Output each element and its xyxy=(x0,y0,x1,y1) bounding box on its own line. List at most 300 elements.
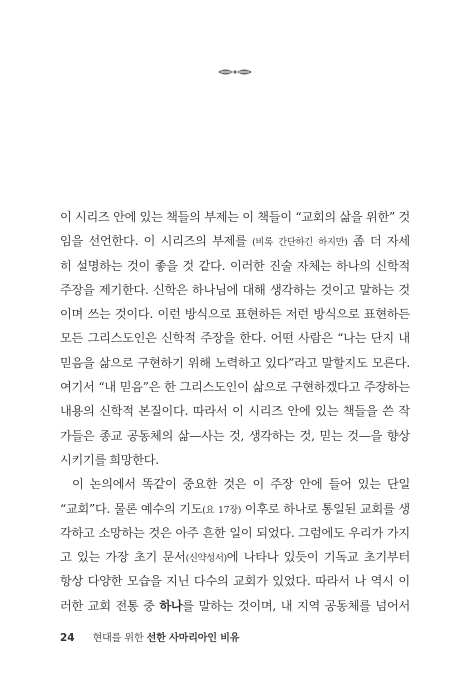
text-word xyxy=(99,278,149,302)
text-run: 를 xyxy=(182,598,194,613)
text-word xyxy=(193,399,228,423)
text-word xyxy=(370,229,382,253)
text-run: 생각하는 xyxy=(269,282,317,297)
text-run: 통일된 xyxy=(321,501,357,516)
text-run: 아주 xyxy=(175,525,199,540)
text-run: 물론 xyxy=(113,501,138,516)
text-word xyxy=(199,254,226,278)
text-word xyxy=(235,302,281,326)
text-run: 단일 xyxy=(386,477,410,492)
text-word xyxy=(204,205,239,229)
text-run: 있었다. xyxy=(272,574,311,589)
text-line xyxy=(60,375,410,399)
text-run: 표현하든 xyxy=(235,307,282,322)
text-run: 좀 xyxy=(352,234,365,249)
text-run: 것은 xyxy=(148,525,172,540)
text-run: 항상 xyxy=(60,574,84,589)
text-run: 이 xyxy=(143,234,156,249)
text-run: “내 xyxy=(98,380,116,395)
text-run: 주장하는 xyxy=(363,380,410,395)
body-text xyxy=(60,205,410,618)
text-run: 구현하겠다고 xyxy=(290,380,361,395)
text-word xyxy=(257,205,292,229)
text-word xyxy=(284,545,319,569)
text-run: 그리스도인은 xyxy=(87,331,157,346)
text-word xyxy=(88,569,123,593)
text-run: 모든 xyxy=(60,331,84,346)
text-run: (비록 xyxy=(252,237,273,249)
text-word xyxy=(178,424,225,448)
text-word xyxy=(141,497,176,521)
text-run: 방식으로 xyxy=(184,307,231,322)
text-word xyxy=(315,569,350,593)
text-word xyxy=(347,424,382,448)
text-word xyxy=(297,254,332,278)
text-run: 본질이다. xyxy=(138,404,189,419)
text-word xyxy=(90,472,136,496)
text-word xyxy=(281,594,293,618)
text-word xyxy=(265,351,317,375)
text-word xyxy=(286,302,309,326)
text-run: 진술 xyxy=(269,258,293,273)
text-word xyxy=(183,472,218,496)
text-word xyxy=(179,497,214,521)
text-word xyxy=(199,594,234,618)
text-run: 선언한다. xyxy=(88,234,139,249)
text-word xyxy=(339,205,362,229)
text-word xyxy=(398,205,410,229)
text-word xyxy=(138,399,188,423)
text-run: “교회”다. xyxy=(60,501,111,516)
text-word xyxy=(88,326,157,350)
text-run: 구현하기 xyxy=(137,355,184,370)
text-word xyxy=(99,424,122,448)
text-word xyxy=(336,254,371,278)
text-word xyxy=(200,326,235,350)
text-word xyxy=(60,399,95,423)
text-run: 논의에서 xyxy=(89,477,136,492)
page-footer xyxy=(60,629,239,644)
text-run: 어떤 xyxy=(270,331,294,346)
text-run: 이 xyxy=(242,210,254,224)
text-run: 지닌 xyxy=(166,574,190,589)
text-run: 있듯이 xyxy=(283,550,319,565)
text-word xyxy=(229,424,244,448)
text-run: 한다. xyxy=(239,331,267,346)
text-run: 하나님에 xyxy=(192,282,239,297)
paragraph-1 xyxy=(60,205,410,472)
text-run: 것이며, xyxy=(237,598,277,613)
text-word xyxy=(60,521,95,545)
running-title-plain: 현대를 위한 xyxy=(92,633,147,644)
text-word xyxy=(60,497,110,521)
text-word xyxy=(127,254,150,278)
text-run: 중요한 xyxy=(182,477,218,492)
text-run: 에 xyxy=(226,550,239,565)
text-word xyxy=(398,278,410,302)
text-word xyxy=(359,278,394,302)
text-line xyxy=(60,594,410,618)
text-run: 흔한 xyxy=(202,525,226,540)
text-word xyxy=(106,545,129,569)
text-run: 말하는 xyxy=(198,598,234,613)
text-run: 17장) xyxy=(218,504,242,516)
text-word xyxy=(60,205,72,229)
text-run: 시리즈 xyxy=(248,404,283,419)
text-word xyxy=(157,302,180,326)
text-run: 나타나 xyxy=(243,550,279,565)
text-run: 저런 xyxy=(285,307,309,322)
text-word xyxy=(192,278,238,302)
text-word xyxy=(161,326,196,350)
text-word xyxy=(88,229,138,253)
text-word xyxy=(387,521,410,545)
text-word xyxy=(298,521,344,545)
text-word xyxy=(398,326,410,350)
text-word xyxy=(60,594,83,618)
text-run: 것, xyxy=(299,428,315,443)
text-word xyxy=(337,326,366,350)
text-run: 안에 xyxy=(287,404,311,419)
text-word xyxy=(75,205,110,229)
text-run: 내 xyxy=(398,331,410,346)
text-run: 주장 xyxy=(270,477,294,492)
text-word xyxy=(248,399,283,423)
text-word xyxy=(142,472,177,496)
text-word xyxy=(320,278,355,302)
text-run: 믿음을 xyxy=(60,355,95,370)
text-word xyxy=(299,472,322,496)
text-word xyxy=(60,545,72,569)
text-run: 자세 xyxy=(386,234,410,249)
page-number: 24 xyxy=(60,632,75,644)
text-run: 교회 xyxy=(87,598,111,613)
text-word xyxy=(98,375,116,399)
text-word xyxy=(194,569,229,593)
text-word xyxy=(230,254,265,278)
running-title xyxy=(93,629,240,644)
text-word xyxy=(366,205,395,229)
text-word xyxy=(269,254,292,278)
text-word xyxy=(175,521,198,545)
text-word xyxy=(218,497,241,521)
text-word xyxy=(343,399,378,423)
text-run: 내용의 xyxy=(60,404,95,419)
text-run: 삶으로 xyxy=(252,380,288,395)
text-word xyxy=(114,497,137,521)
text-run: 사람은 xyxy=(298,331,333,346)
text-word xyxy=(270,278,316,302)
text-word xyxy=(398,497,410,521)
text-word xyxy=(249,424,295,448)
text-word xyxy=(313,302,359,326)
text-run: 고 xyxy=(60,550,72,565)
text-run: 모른다. xyxy=(371,355,410,370)
text-word xyxy=(159,594,194,618)
text-word xyxy=(60,302,83,326)
text-run: 하나로 xyxy=(283,501,318,516)
text-word xyxy=(291,375,360,399)
text-word xyxy=(372,351,410,375)
text-run: 임을 xyxy=(60,234,84,249)
text-run: 쓰는 xyxy=(87,307,111,322)
text-run: 이러한 xyxy=(229,258,265,273)
text-line xyxy=(60,326,410,350)
text-word xyxy=(270,472,293,496)
text-run: 믿음”은 xyxy=(119,380,161,395)
text-word xyxy=(375,594,410,618)
text-run: 부제는 xyxy=(204,210,239,224)
text-run: 신학적 xyxy=(375,258,410,273)
text-run: 말할지도 xyxy=(321,355,368,370)
text-line xyxy=(60,569,410,593)
text-word xyxy=(202,521,225,545)
text-word xyxy=(243,278,266,302)
text-run: (요 xyxy=(202,504,215,516)
text-run: 책들을 xyxy=(342,404,378,419)
text-run: 나 xyxy=(354,574,366,589)
text-word xyxy=(115,302,153,326)
text-run: 자체는 xyxy=(296,258,332,273)
text-line xyxy=(60,424,410,448)
text-word xyxy=(364,375,410,399)
text-run: 문서 xyxy=(162,550,186,565)
text-line xyxy=(60,545,410,569)
text-word xyxy=(77,545,100,569)
text-word xyxy=(298,326,333,350)
text-word xyxy=(256,521,294,545)
text-run: 것, xyxy=(228,428,245,443)
text-word xyxy=(60,254,72,278)
text-run: 히 xyxy=(60,258,72,273)
text-word xyxy=(60,375,95,399)
text-run: 똑같이 xyxy=(141,477,177,492)
text-word xyxy=(297,594,320,618)
text-run: “교회의 xyxy=(295,210,336,224)
text-run: 이 xyxy=(60,210,72,224)
text-word xyxy=(244,545,279,569)
text-run: 이 xyxy=(232,404,244,419)
text-run: 생각하는 xyxy=(248,428,295,443)
text-run: 기도 xyxy=(179,501,203,516)
text-word xyxy=(113,205,136,229)
text-word xyxy=(348,521,383,545)
text-run: 단지 xyxy=(370,331,394,346)
text-word xyxy=(161,229,207,253)
text-word xyxy=(166,205,201,229)
text-word xyxy=(148,521,171,545)
text-word xyxy=(182,254,194,278)
text-word xyxy=(127,569,162,593)
text-word xyxy=(163,545,239,569)
text-run: 있는 xyxy=(77,550,101,565)
text-word xyxy=(322,497,357,521)
text-run: 교회가 xyxy=(233,574,268,589)
text-word xyxy=(60,569,83,593)
running-title-bold: 선한 사마리아인 비유 xyxy=(146,633,240,644)
text-word xyxy=(232,399,244,423)
text-word xyxy=(278,229,313,253)
text-run: 하나의 xyxy=(336,258,371,273)
text-word xyxy=(364,545,410,569)
text-word xyxy=(364,302,410,326)
text-word xyxy=(358,472,381,496)
text-run: 것 xyxy=(182,258,194,273)
text-run: 것은 xyxy=(223,477,247,492)
text-word xyxy=(60,278,95,302)
text-run: 위한” xyxy=(365,210,395,224)
text-run: 지역 xyxy=(296,598,320,613)
text-run: 대해 xyxy=(242,282,266,297)
text-word xyxy=(215,351,261,375)
text-run: 향상 xyxy=(386,428,410,443)
text-word xyxy=(245,497,280,521)
text-run: 안에 xyxy=(299,477,323,492)
text-line xyxy=(60,399,410,423)
text-word xyxy=(223,472,246,496)
text-run: 제기한다. xyxy=(98,282,149,297)
text-run: 전통 xyxy=(115,598,139,613)
text-word xyxy=(153,278,188,302)
text-word xyxy=(387,229,410,253)
text-word xyxy=(315,399,338,423)
text-word xyxy=(324,545,359,569)
text-word xyxy=(398,399,410,423)
text-word xyxy=(76,254,122,278)
text-run: 위해 xyxy=(187,355,211,370)
text-run: 종교 xyxy=(99,428,123,443)
text-run: 신학적 xyxy=(161,331,196,346)
text-word xyxy=(98,521,144,545)
text-run: 것이다. xyxy=(114,307,154,322)
text-word xyxy=(188,351,211,375)
text-word xyxy=(155,254,178,278)
text-run: 하지만) xyxy=(318,237,348,249)
text-run: 우리가 xyxy=(348,525,383,540)
text-run: 신학적 xyxy=(99,404,134,419)
text-word xyxy=(60,229,83,253)
text-word xyxy=(144,229,156,253)
text-run: 작 xyxy=(398,404,410,419)
text-run: 가장 xyxy=(105,550,129,565)
text-run: 시리즈의 xyxy=(160,234,207,249)
text-run: 이 xyxy=(398,574,410,589)
text-run: 책들의 xyxy=(166,210,201,224)
text-word xyxy=(134,545,157,569)
text-word xyxy=(99,399,134,423)
text-line xyxy=(60,351,410,375)
text-run: 책들이 xyxy=(257,210,292,224)
text-run: 방식으로 xyxy=(313,307,360,322)
text-run: 되었다. xyxy=(256,525,295,540)
text-word xyxy=(238,594,276,618)
text-run: 모습을 xyxy=(126,574,162,589)
text-word xyxy=(127,424,173,448)
text-word xyxy=(322,351,368,375)
text-run: 기독교 xyxy=(323,550,359,565)
text-word xyxy=(138,351,184,375)
text-word xyxy=(87,302,110,326)
section-ornament xyxy=(0,64,470,80)
text-word xyxy=(60,326,83,350)
text-run: 생 xyxy=(398,501,410,516)
text-run: 주장을 xyxy=(60,282,95,297)
text-word xyxy=(382,399,394,423)
paragraph-2 xyxy=(60,472,410,618)
text-run: 여기서 xyxy=(60,380,95,395)
text-run: 다수의 xyxy=(193,574,229,589)
text-run: 러한 xyxy=(60,598,84,613)
text-word xyxy=(140,205,163,229)
text-run: 있는 xyxy=(139,210,163,224)
text-line xyxy=(60,302,410,326)
text-word xyxy=(185,302,231,326)
text-line xyxy=(60,472,410,496)
text-word xyxy=(300,424,315,448)
text-line xyxy=(60,278,410,302)
text-run: 들어 xyxy=(328,477,352,492)
text-line xyxy=(60,205,410,229)
text-run: 설명하는 xyxy=(76,258,123,273)
text-word xyxy=(375,254,410,278)
text-word xyxy=(325,594,371,618)
text-line xyxy=(60,521,410,545)
text-run: 이후로 xyxy=(244,501,280,516)
text-run: 이며 xyxy=(60,307,84,322)
text-word xyxy=(271,326,294,350)
text-run: 각하고 xyxy=(60,525,95,540)
text-word xyxy=(99,351,134,375)
text-word xyxy=(143,594,155,618)
text-run: 가지 xyxy=(386,525,410,540)
text-word xyxy=(319,424,342,448)
text-word xyxy=(166,569,189,593)
text-line xyxy=(60,497,410,521)
text-run: (신약성서) xyxy=(185,553,227,565)
text-word xyxy=(371,569,394,593)
text-run: 한 xyxy=(164,380,176,395)
text-run: 삶을 xyxy=(339,210,363,224)
text-run: 좋을 xyxy=(154,258,178,273)
text-run: 이 xyxy=(72,477,84,492)
text-run: 것—을 xyxy=(347,428,383,443)
text-word xyxy=(288,399,311,423)
text-word xyxy=(72,472,84,496)
text-run: 더 xyxy=(369,234,382,249)
text-run: 믿는 xyxy=(319,428,343,443)
text-run: 것이 xyxy=(126,258,151,273)
text-word xyxy=(88,594,111,618)
text-word xyxy=(387,472,410,496)
text-word xyxy=(233,569,268,593)
text-run: 말하는 xyxy=(359,282,394,297)
text-run: 따라서 xyxy=(315,574,350,589)
text-run: 삶—사는 xyxy=(177,428,225,443)
text-run: 시키기를 희망한다. xyxy=(60,452,159,467)
text-run: 다양한 xyxy=(87,574,123,589)
text-run: 교회를 xyxy=(360,501,395,516)
text-word xyxy=(115,594,138,618)
text-word xyxy=(242,205,254,229)
text-word xyxy=(318,229,347,253)
text-run: 노력하고 xyxy=(214,355,262,370)
text-word xyxy=(239,326,266,350)
text-run: 쓴 xyxy=(382,404,394,419)
text-word xyxy=(329,472,352,496)
text-run: 넘어서 xyxy=(375,598,410,613)
text-run: 가들은 xyxy=(60,428,95,443)
text-run: 간단하긴 xyxy=(278,237,313,249)
